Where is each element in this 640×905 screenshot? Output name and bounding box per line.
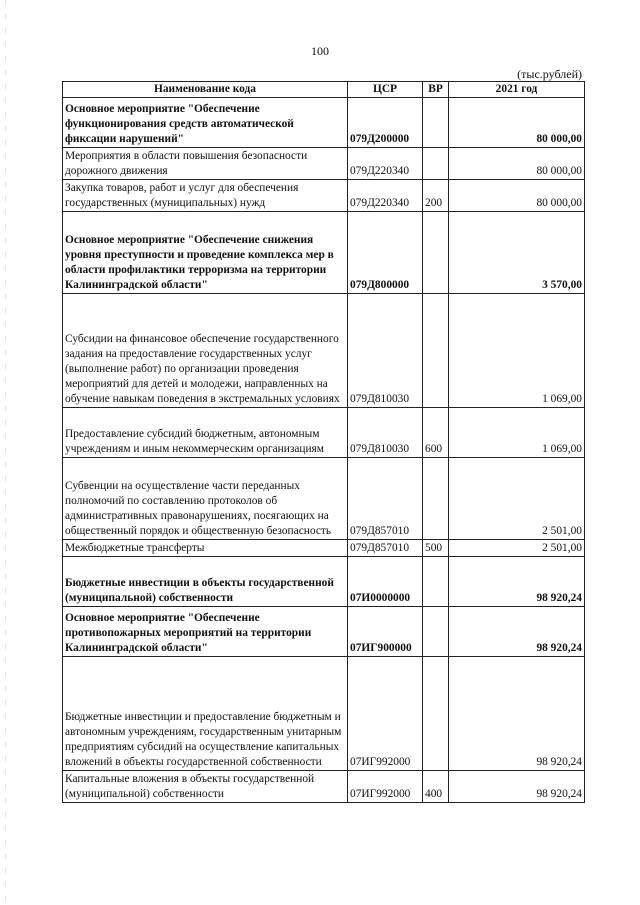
row-sum: 2 501,00 bbox=[449, 458, 585, 540]
row-vr bbox=[423, 148, 449, 180]
row-csr: 079Д857010 bbox=[348, 540, 423, 557]
row-vr bbox=[423, 557, 449, 607]
table-row bbox=[63, 212, 585, 294]
table-row bbox=[63, 180, 585, 212]
row-csr: 079Д857010 bbox=[348, 458, 423, 540]
table-row bbox=[63, 294, 585, 408]
row-vr bbox=[423, 98, 449, 148]
table-row bbox=[63, 657, 585, 771]
header-vr: ВР bbox=[423, 82, 449, 98]
row-sum: 98 920,24 bbox=[449, 657, 585, 771]
table-row bbox=[63, 98, 585, 148]
table-body bbox=[63, 98, 585, 803]
row-csr: 079Д800000 bbox=[348, 212, 423, 294]
row-sum: 98 920,24 bbox=[449, 771, 585, 803]
table-row bbox=[63, 557, 585, 607]
units-label: (тыс.рублей) bbox=[517, 67, 582, 81]
table-row bbox=[63, 148, 585, 180]
row-sum: 1 069,00 bbox=[449, 294, 585, 408]
row-sum: 2 501,00 bbox=[449, 540, 585, 557]
row-sum: 98 920,24 bbox=[449, 557, 585, 607]
row-sum: 80 000,00 bbox=[449, 98, 585, 148]
row-name: Межбюджетные трансферты bbox=[63, 540, 348, 557]
row-vr bbox=[423, 657, 449, 771]
row-name: Субсидии на финансовое обеспечение государственного задания на предоставление государственных услуг (выполнение работ) по организации проведения мероприятий для детей и молодежи, направленных на обучение навыкам поведения в экстремальных условиях bbox=[63, 294, 348, 408]
header-csr: ЦСР bbox=[348, 82, 423, 98]
row-csr: 079Д200000 bbox=[348, 98, 423, 148]
row-sum: 98 920,24 bbox=[449, 607, 585, 657]
row-vr bbox=[423, 294, 449, 408]
page-number: 100 bbox=[311, 44, 329, 58]
header-year: 2021 год bbox=[449, 82, 585, 98]
row-sum: 1 069,00 bbox=[449, 408, 585, 458]
row-name: Закупка товаров, работ и услуг для обеспечения государственных (муниципальных) нужд bbox=[63, 180, 348, 212]
table-row bbox=[63, 771, 585, 803]
row-csr: 079Д810030 bbox=[348, 294, 423, 408]
header-name: Наименование кода bbox=[63, 82, 348, 98]
row-csr: 07ИГ992000 bbox=[348, 771, 423, 803]
row-csr: 07ИГ992000 bbox=[348, 657, 423, 771]
row-vr: 200 bbox=[423, 180, 449, 212]
row-name: Основное мероприятие "Обеспечение противопожарных мероприятий на территории Калининградской области" bbox=[63, 607, 348, 657]
row-name: Капитальные вложения в объекты государственной (муниципальной) собственности bbox=[63, 771, 348, 803]
row-name: Мероприятия в области повышения безопасности дорожного движения bbox=[63, 148, 348, 180]
row-name: Основное мероприятие "Обеспечение снижения уровня преступности и проведение комплекса мер в области профилактики терроризма на территории Калининградской области" bbox=[63, 212, 348, 294]
table-header-row bbox=[63, 82, 585, 98]
row-csr: 07И0000000 bbox=[348, 557, 423, 607]
row-csr: 07ИГ900000 bbox=[348, 607, 423, 657]
row-vr: 600 bbox=[423, 408, 449, 458]
row-csr: 079Д810030 bbox=[348, 408, 423, 458]
scan-edge-mark bbox=[5, 0, 6, 905]
row-sum: 3 570,00 bbox=[449, 212, 585, 294]
row-name: Бюджетные инвестиции в объекты государственной (муниципальной) собственности bbox=[63, 557, 348, 607]
row-name: Основное мероприятие "Обеспечение функционирования средств автоматической фиксации нарушений" bbox=[63, 98, 348, 148]
row-name: Предоставление субсидий бюджетным, автономным учреждениям и иным некоммерческим организациям bbox=[63, 408, 348, 458]
row-sum: 80 000,00 bbox=[449, 148, 585, 180]
row-vr bbox=[423, 458, 449, 540]
row-csr: 079Д220340 bbox=[348, 180, 423, 212]
table-row bbox=[63, 540, 585, 557]
row-name: Субвенции на осуществление части переданных полномочий по составлению протоколов об административных правонарушениях, посягающих на общественный порядок и общественную безопасность bbox=[63, 458, 348, 540]
budget-table bbox=[62, 81, 585, 803]
table-row bbox=[63, 458, 585, 540]
row-name: Бюджетные инвестиции и предоставление бюджетным и автономным учреждениям, государственным унитарным предприятиям субсидий на осуществление капитальных вложений в объекты государственной собственности bbox=[63, 657, 348, 771]
row-sum: 80 000,00 bbox=[449, 180, 585, 212]
table-row bbox=[63, 607, 585, 657]
row-csr: 079Д220340 bbox=[348, 148, 423, 180]
table-row bbox=[63, 408, 585, 458]
row-vr bbox=[423, 607, 449, 657]
row-vr: 400 bbox=[423, 771, 449, 803]
row-vr: 500 bbox=[423, 540, 449, 557]
row-vr bbox=[423, 212, 449, 294]
